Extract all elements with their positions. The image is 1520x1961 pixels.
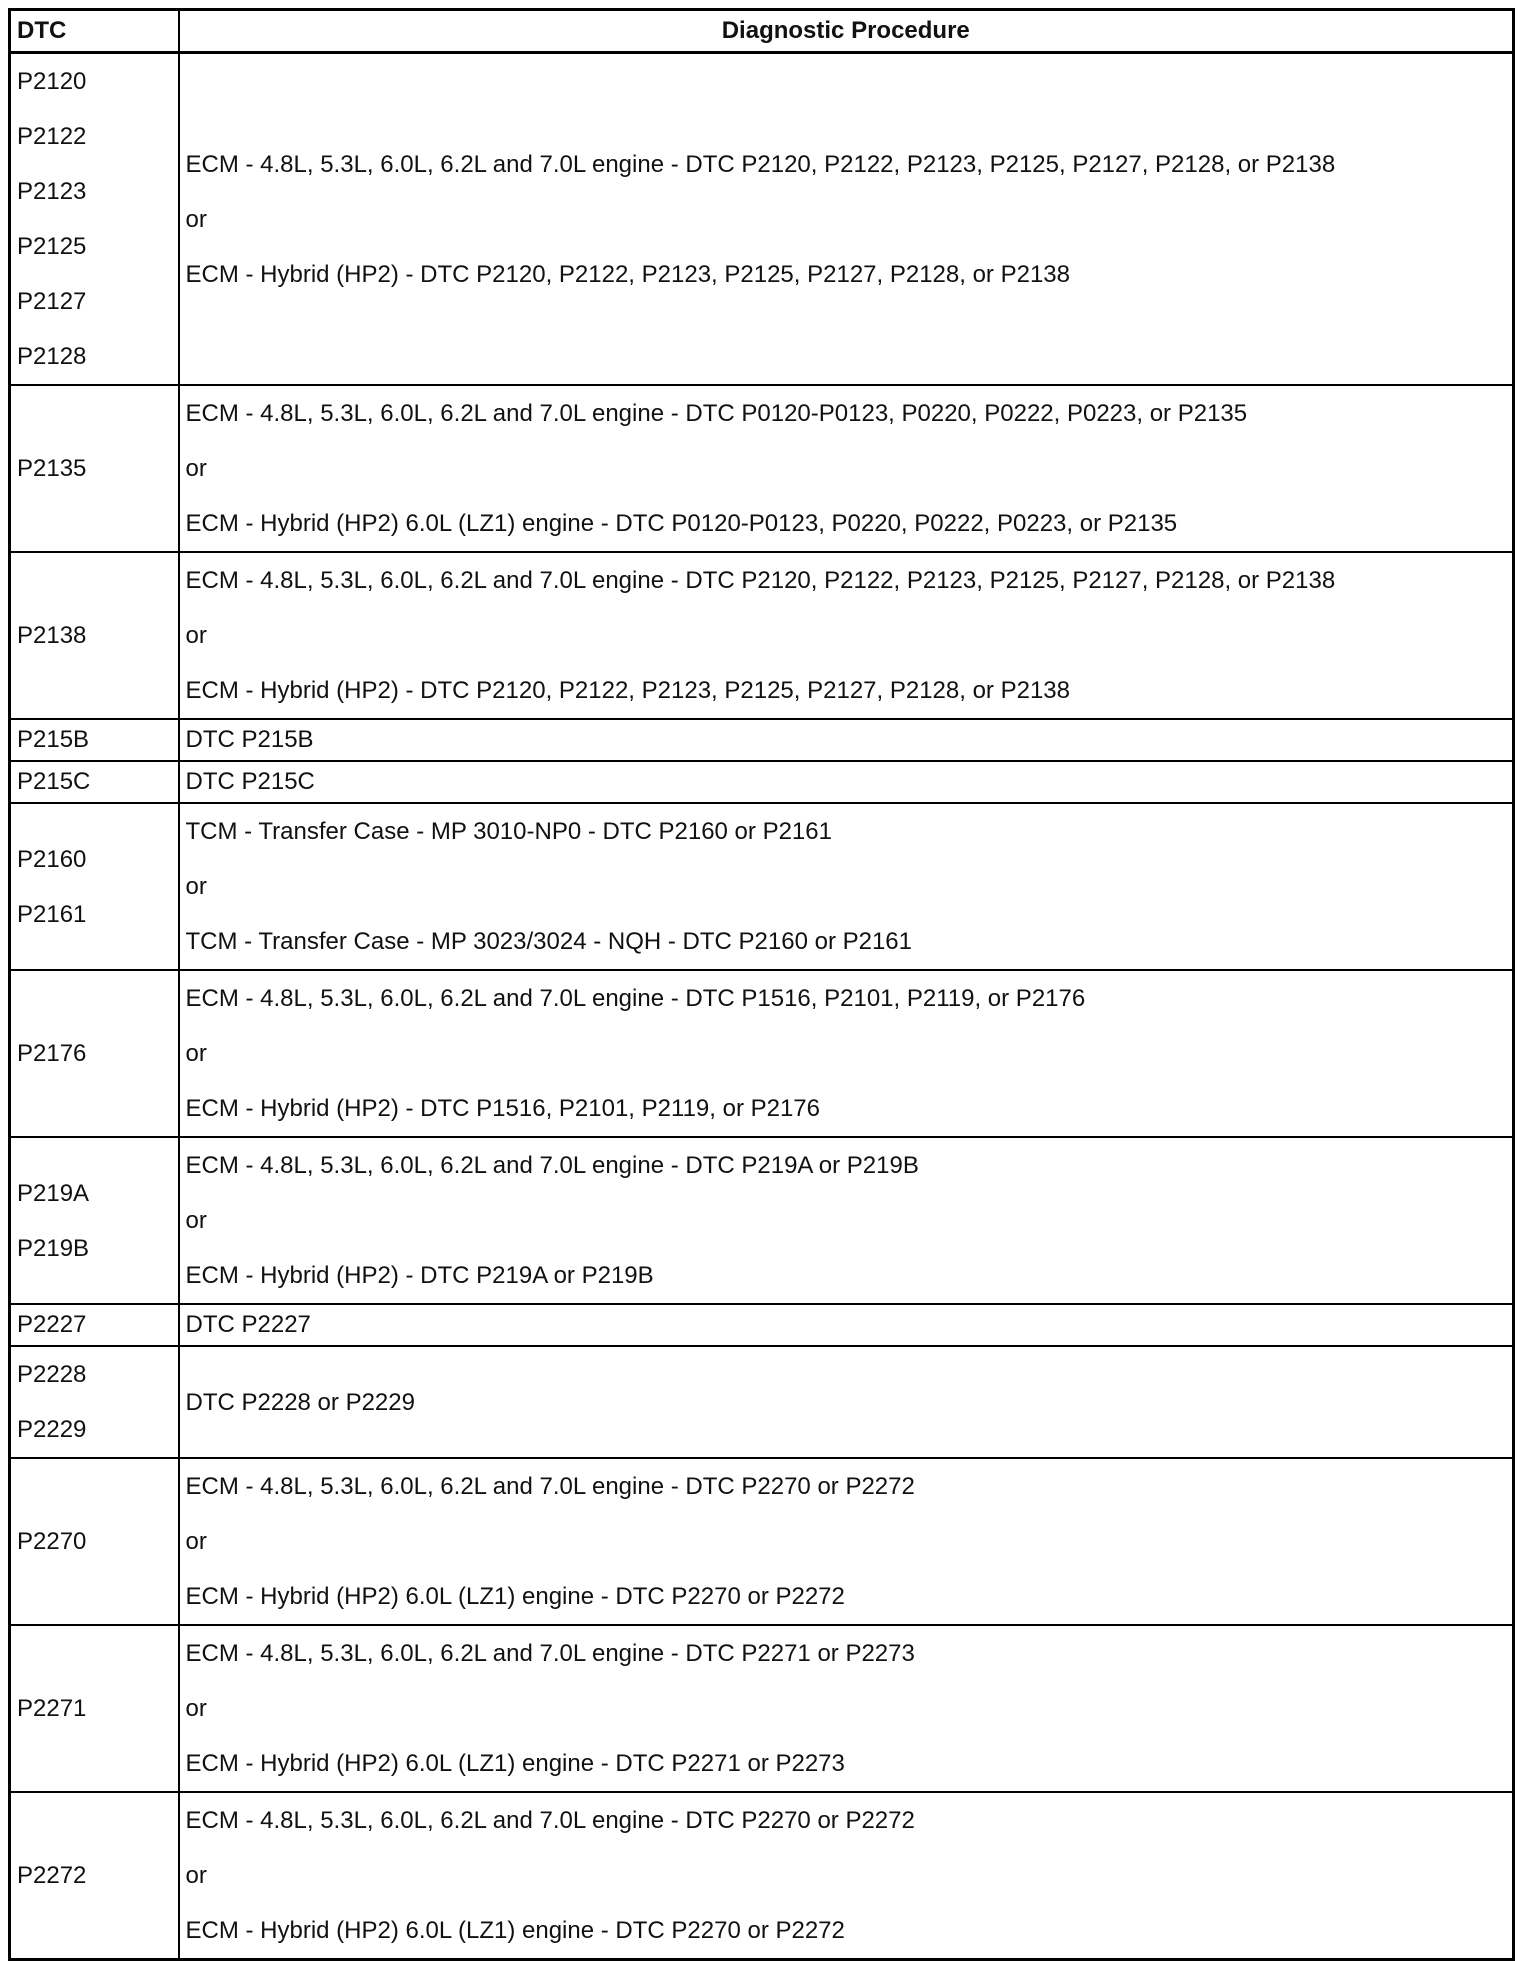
- table-row: [10, 970, 1514, 1137]
- dtc-code: P2228: [17, 1361, 87, 1388]
- dtc-cell: [10, 1346, 179, 1458]
- dtc-code: P2161: [17, 900, 87, 928]
- table-row: [10, 1792, 1514, 1960]
- procedure-text: ECM - Hybrid (HP2) - DTC P219A or P219B: [185, 1262, 654, 1289]
- procedure-cell: [179, 1137, 1514, 1304]
- procedure-text: or: [185, 622, 207, 649]
- dtc-code: P2176: [17, 1040, 87, 1067]
- dtc-code: P2125: [17, 233, 87, 260]
- table-header-row: [10, 10, 1514, 53]
- dtc-code: P219A: [17, 1179, 90, 1207]
- dtc-table: [8, 8, 1515, 1961]
- table-row: [10, 719, 1514, 761]
- procedure-text: ECM - Hybrid (HP2) 6.0L (LZ1) engine - DTC P2271 or P2273: [185, 1750, 845, 1777]
- procedure-text: DTC P215C: [185, 768, 315, 795]
- procedure-text: or: [185, 205, 207, 233]
- procedure-cell: [179, 719, 1514, 761]
- procedure-cell: [179, 1625, 1514, 1792]
- dtc-cell: [10, 53, 179, 386]
- procedure-cell: [179, 1304, 1514, 1346]
- procedure-text: or: [185, 1528, 207, 1555]
- dtc-cell: [10, 803, 179, 970]
- procedure-text: ECM - 4.8L, 5.3L, 6.0L, 6.2L and 7.0L engine - DTC P2271 or P2273: [185, 1640, 915, 1667]
- table-row: [10, 53, 1514, 386]
- dtc-cell: [10, 1458, 179, 1625]
- dtc-cell: [10, 1625, 179, 1792]
- table-row: [10, 1137, 1514, 1304]
- procedure-text: or: [185, 1207, 207, 1234]
- procedure-text: DTC P2228 or P2229: [185, 1388, 415, 1416]
- dtc-cell: [10, 385, 179, 552]
- procedure-text: or: [185, 1862, 207, 1889]
- procedure-text: ECM - Hybrid (HP2) 6.0L (LZ1) engine - DTC P0120-P0123, P0220, P0222, P0223, or P2135: [185, 510, 1178, 537]
- procedure-cell: [179, 1792, 1514, 1960]
- dtc-code: P2272: [17, 1862, 87, 1889]
- procedure-column-header: Diagnostic Procedure: [179, 10, 1514, 53]
- dtc-code: P2123: [17, 178, 87, 205]
- procedure-cell: [179, 1458, 1514, 1625]
- table-row: [10, 552, 1514, 719]
- procedure-text: or: [185, 1695, 207, 1722]
- table-row: [10, 1346, 1514, 1458]
- dtc-cell: [10, 1304, 179, 1346]
- procedure-text: ECM - 4.8L, 5.3L, 6.0L, 6.2L and 7.0L engine - DTC P2270 or P2272: [185, 1473, 915, 1500]
- procedure-cell: [179, 761, 1514, 803]
- procedure-text: ECM - 4.8L, 5.3L, 6.0L, 6.2L and 7.0L engine - DTC P2270 or P2272: [185, 1807, 915, 1834]
- procedure-text: ECM - 4.8L, 5.3L, 6.0L, 6.2L and 7.0L engine - DTC P219A or P219B: [185, 1152, 919, 1179]
- dtc-column-header: DTC: [10, 10, 179, 53]
- procedure-text: TCM - Transfer Case - MP 3023/3024 - NQH - DTC P2160 or P2161: [185, 928, 913, 955]
- procedure-text: ECM - Hybrid (HP2) - DTC P2120, P2122, P2123, P2125, P2127, P2128, or P2138: [185, 260, 1070, 288]
- dtc-code: P215C: [17, 768, 91, 795]
- procedure-text: ECM - 4.8L, 5.3L, 6.0L, 6.2L and 7.0L engine - DTC P0120-P0123, P0220, P0222, P0223, or P2135: [185, 400, 1248, 427]
- dtc-code: P2270: [17, 1528, 87, 1555]
- procedure-text: ECM - Hybrid (HP2) 6.0L (LZ1) engine - DTC P2270 or P2272: [185, 1583, 845, 1610]
- dtc-cell: [10, 970, 179, 1137]
- procedure-text: or: [185, 1040, 207, 1067]
- procedure-cell: [179, 385, 1514, 552]
- dtc-code: P219B: [17, 1234, 90, 1262]
- procedure-cell: [179, 53, 1514, 386]
- table-row: [10, 803, 1514, 970]
- procedure-cell: [179, 970, 1514, 1137]
- table-body: [10, 53, 1514, 1960]
- dtc-code: P2160: [17, 845, 87, 873]
- dtc-code: P2227: [17, 1311, 87, 1338]
- dtc-code: P2229: [17, 1416, 87, 1443]
- procedure-text: ECM - 4.8L, 5.3L, 6.0L, 6.2L and 7.0L engine - DTC P2120, P2122, P2123, P2125, P2127, P2128, or P2138: [185, 150, 1336, 178]
- procedure-cell: [179, 1346, 1514, 1458]
- table-row: [10, 1458, 1514, 1625]
- table-row: [10, 761, 1514, 803]
- table-row: [10, 385, 1514, 552]
- dtc-cell: [10, 1137, 179, 1304]
- table-row: [10, 1625, 1514, 1792]
- procedure-cell: [179, 803, 1514, 970]
- dtc-cell: [10, 719, 179, 761]
- dtc-code: P2127: [17, 288, 87, 315]
- dtc-code: P2138: [17, 622, 87, 649]
- procedure-text: ECM - Hybrid (HP2) - DTC P2120, P2122, P2123, P2125, P2127, P2128, or P2138: [185, 677, 1070, 704]
- dtc-cell: [10, 1792, 179, 1960]
- procedure-text: or: [185, 873, 207, 900]
- procedure-text: DTC P2227: [185, 1311, 311, 1338]
- dtc-code: P2120: [17, 68, 87, 95]
- procedure-text: ECM - 4.8L, 5.3L, 6.0L, 6.2L and 7.0L engine - DTC P1516, P2101, P2119, or P2176: [185, 985, 1086, 1012]
- procedure-text: ECM - Hybrid (HP2) 6.0L (LZ1) engine - DTC P2270 or P2272: [185, 1917, 845, 1944]
- procedure-text: ECM - Hybrid (HP2) - DTC P1516, P2101, P2119, or P2176: [185, 1095, 820, 1122]
- dtc-code: P2271: [17, 1695, 87, 1722]
- dtc-code: P2128: [17, 343, 87, 370]
- dtc-code: P2135: [17, 455, 87, 482]
- procedure-cell: [179, 552, 1514, 719]
- procedure-text: TCM - Transfer Case - MP 3010-NP0 - DTC P2160 or P2161: [185, 818, 832, 845]
- dtc-cell: [10, 761, 179, 803]
- procedure-text: DTC P215B: [185, 726, 314, 753]
- procedure-text: ECM - 4.8L, 5.3L, 6.0L, 6.2L and 7.0L engine - DTC P2120, P2122, P2123, P2125, P2127, P2128, or P2138: [185, 567, 1336, 594]
- dtc-code: P215B: [17, 726, 90, 753]
- table-row: [10, 1304, 1514, 1346]
- dtc-code: P2122: [17, 123, 87, 150]
- procedure-text: or: [185, 455, 207, 482]
- dtc-cell: [10, 552, 179, 719]
